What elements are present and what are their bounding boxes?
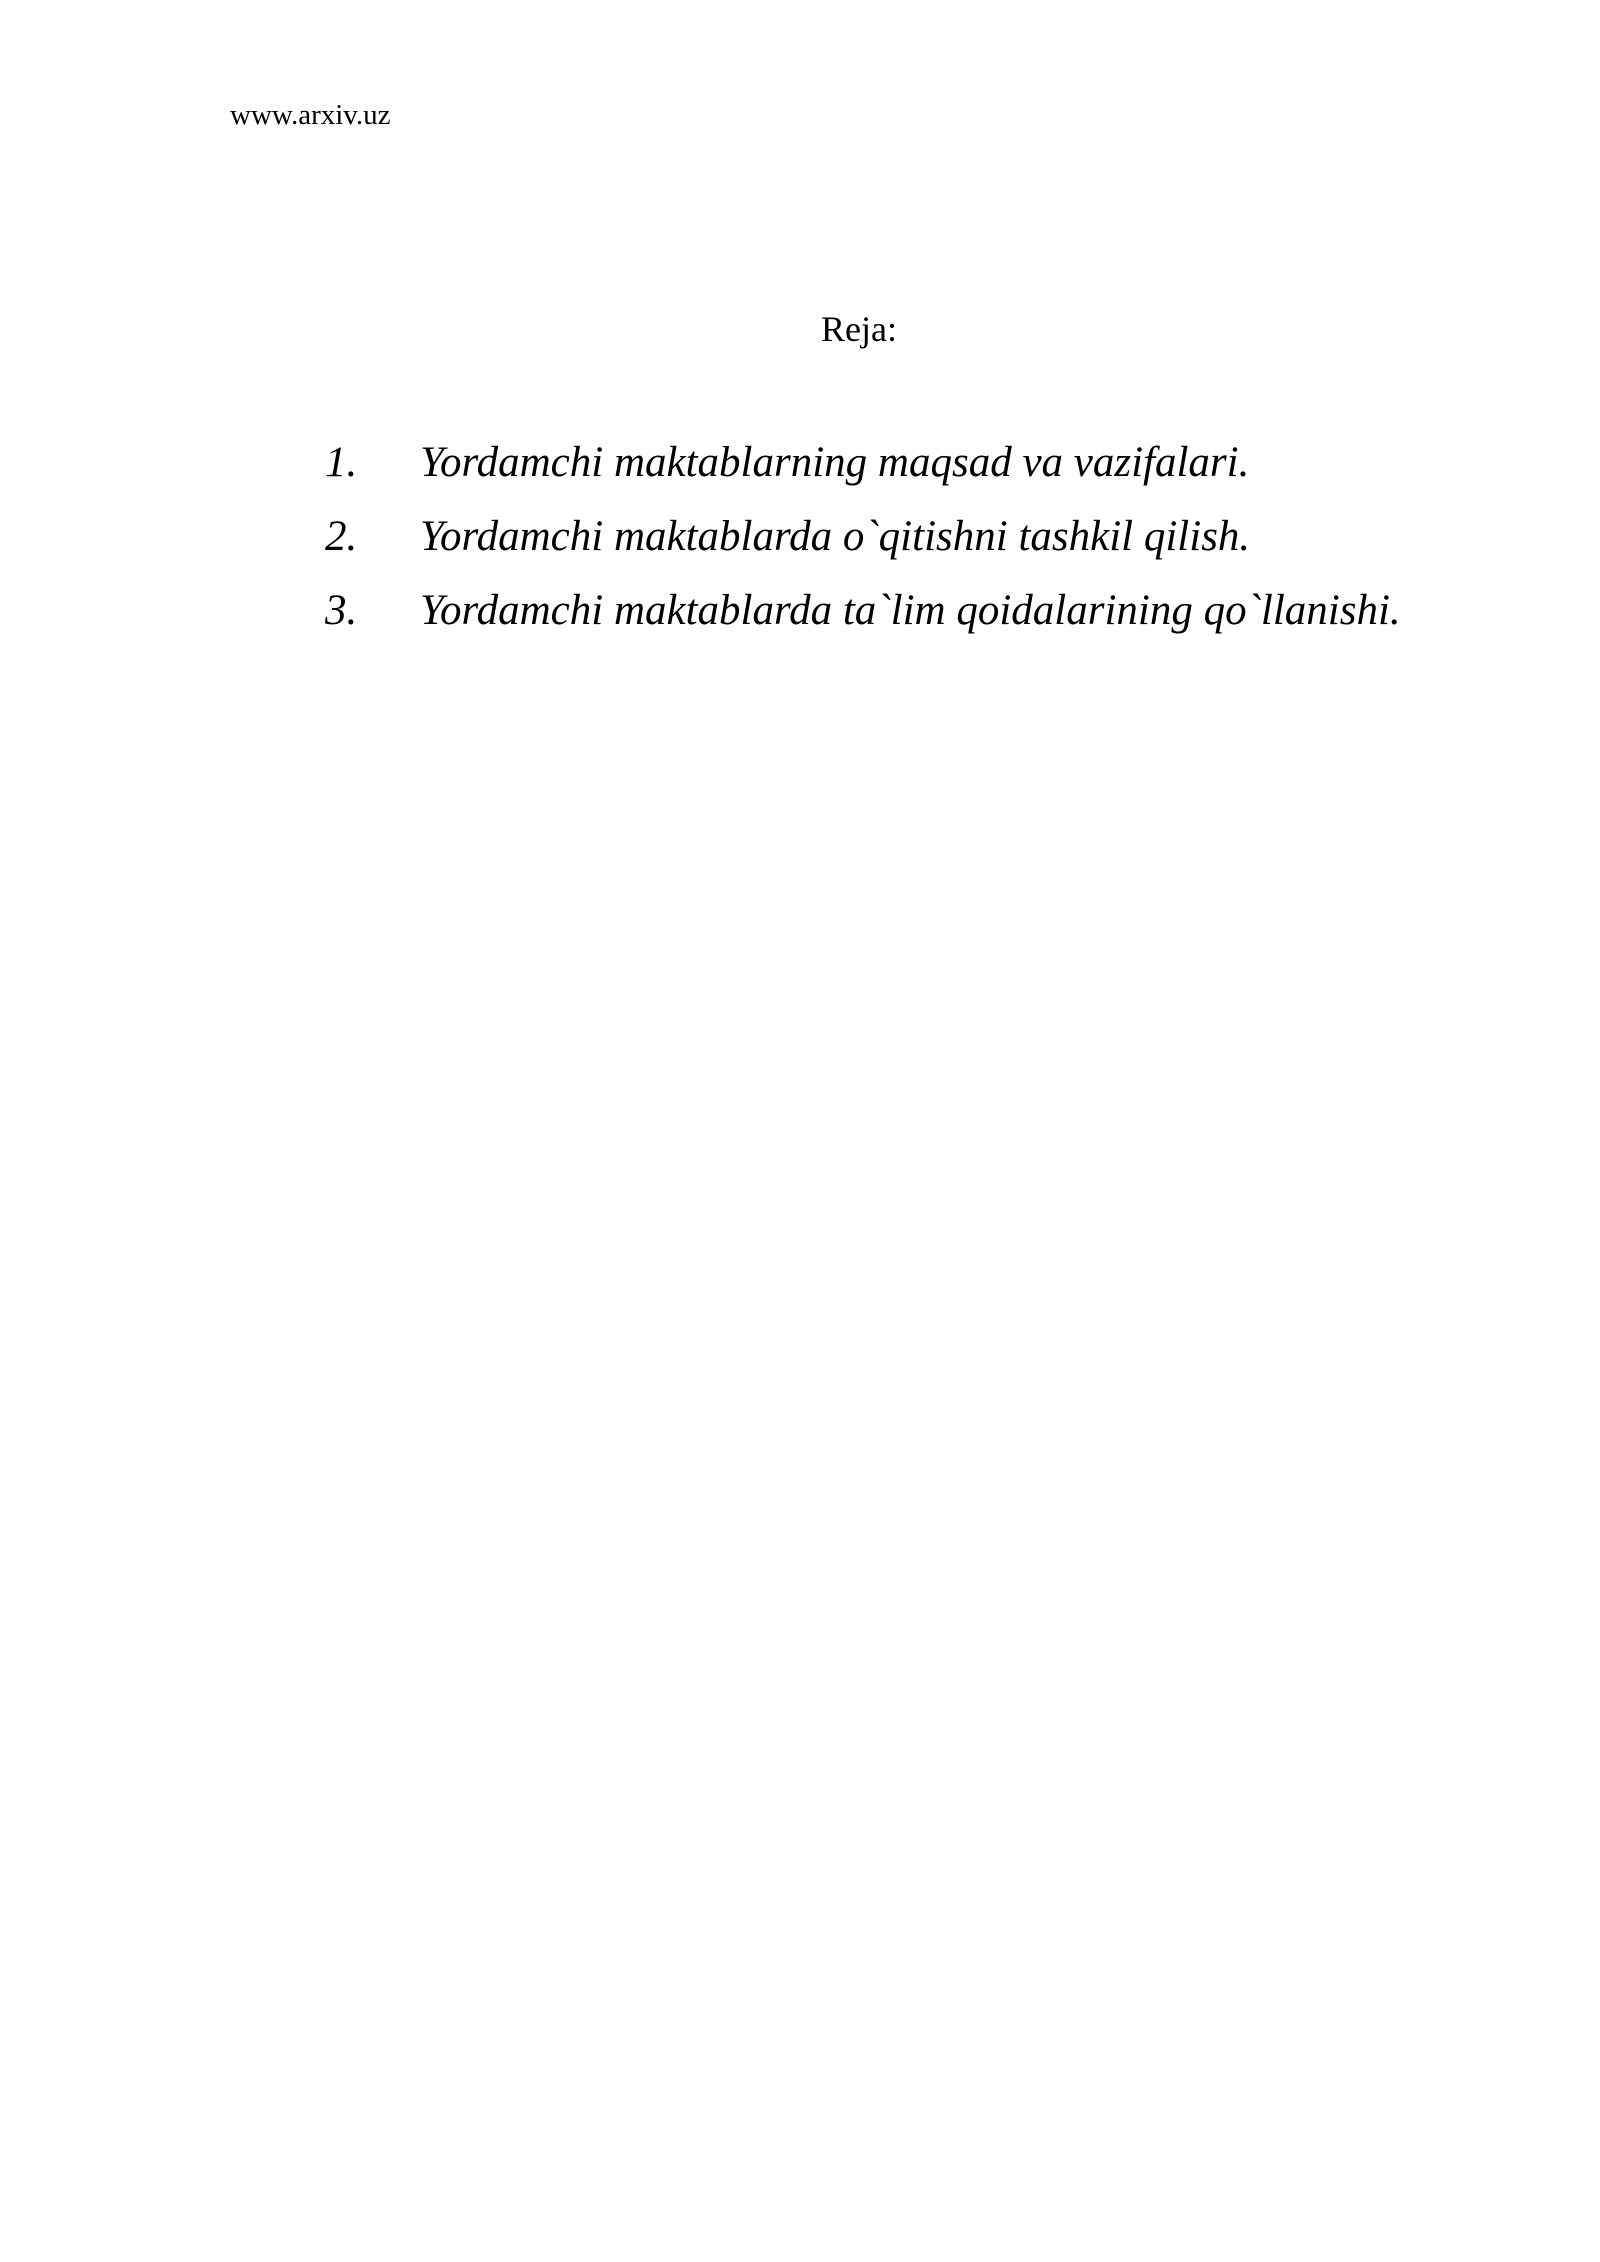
- header-url: www.arxiv.uz: [230, 99, 391, 131]
- plan-item-text: Yordamchi maktablarda o`qitishni tashkil qilish.: [420, 513, 1251, 560]
- plan-item-text: Yordamchi maktablarda ta`lim qoidalarining qo`llanishi.: [420, 587, 1401, 634]
- plan-item-number: 1.: [325, 439, 358, 486]
- plan-item-number: 2.: [325, 513, 358, 560]
- plan-item-number: 3.: [325, 587, 358, 634]
- plan-item-text: Yordamchi maktablarning maqsad va vazifalari.: [420, 439, 1250, 486]
- plan-title: Reja:: [821, 309, 897, 349]
